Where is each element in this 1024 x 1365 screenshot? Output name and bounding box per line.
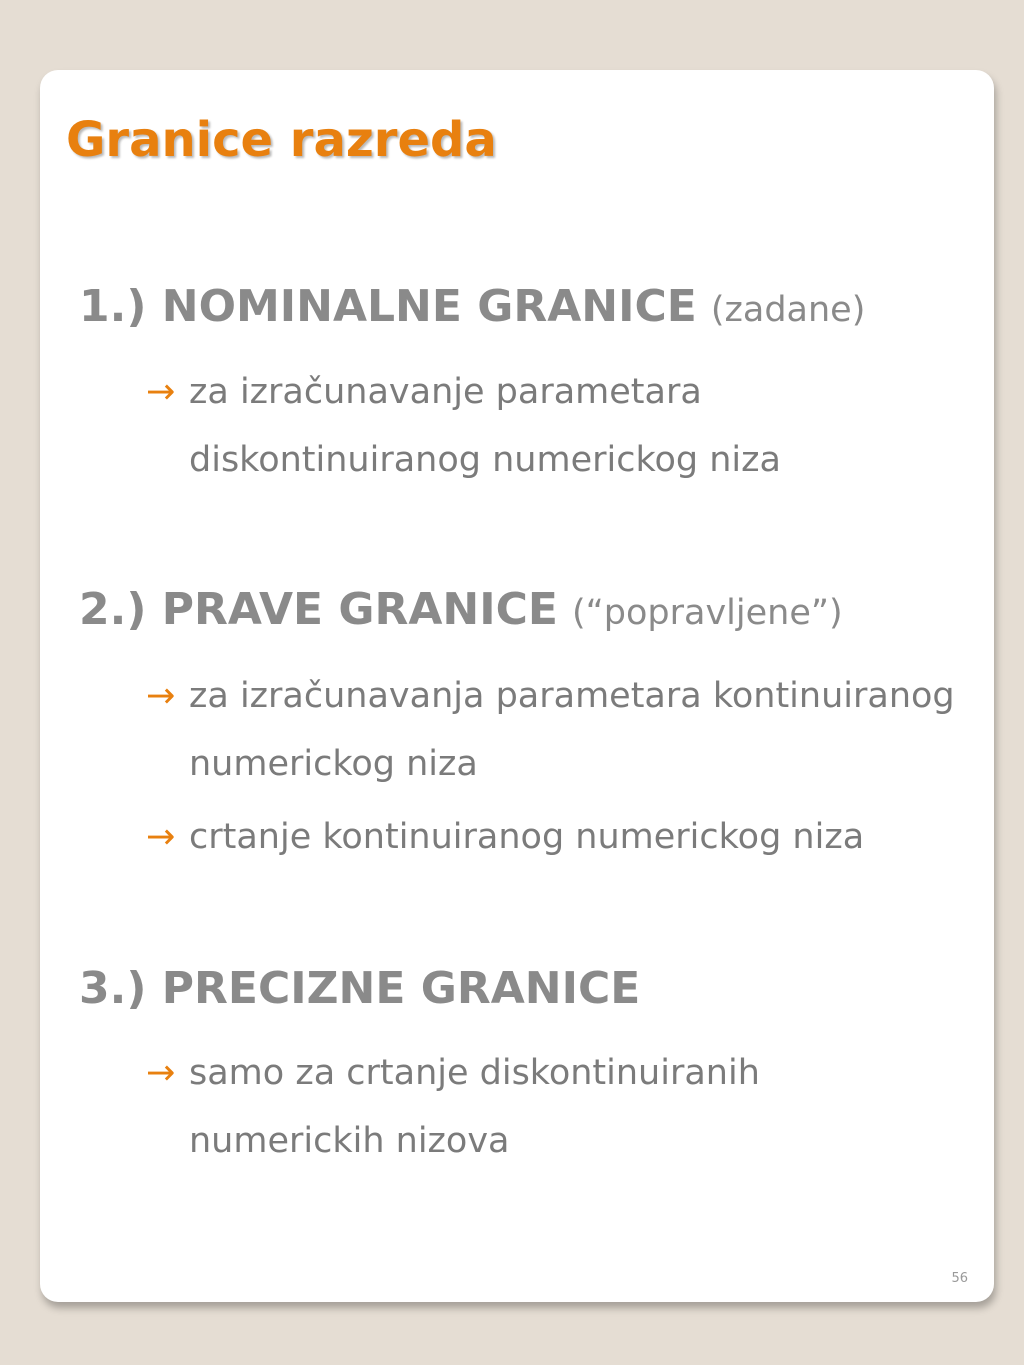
arrow-right-icon: → — [146, 817, 176, 857]
bullet-text: crtanje kontinuiranog numerickog niza — [189, 817, 865, 857]
bullet-text: za izračunavanja parametara kontinuiranog numerickog niza — [189, 676, 955, 784]
bullet-item — [146, 358, 966, 494]
slide — [40, 70, 994, 1302]
bullet-item — [146, 803, 966, 871]
arrow-right-icon: → — [146, 1053, 176, 1093]
bullet-text: za izračunavanje parametara diskontinuiranog numerickog niza — [189, 372, 781, 480]
arrow-right-icon: → — [146, 676, 176, 716]
bullet-item — [146, 1039, 966, 1175]
section-heading-prave — [79, 585, 843, 636]
section-heading-precizne — [79, 964, 640, 1015]
section-heading-label: 3.) PRECIZNE GRANICE — [79, 963, 641, 1014]
section-heading-nominalne — [79, 282, 865, 333]
section-heading-label: 1.) NOMINALNE GRANICE — [79, 281, 697, 332]
bullet-item — [146, 662, 966, 798]
section-heading-label: 2.) PRAVE GRANICE — [79, 584, 558, 635]
page-number: 56 — [951, 1271, 968, 1286]
slide-title: Granice razreda — [66, 112, 497, 168]
section-heading-note: (zadane) — [710, 290, 866, 330]
arrow-right-icon: → — [146, 372, 176, 412]
bullet-text: samo za crtanje diskontinuiranih numerickih nizova — [189, 1053, 760, 1161]
section-heading-note: (“popravljene”) — [571, 593, 843, 633]
